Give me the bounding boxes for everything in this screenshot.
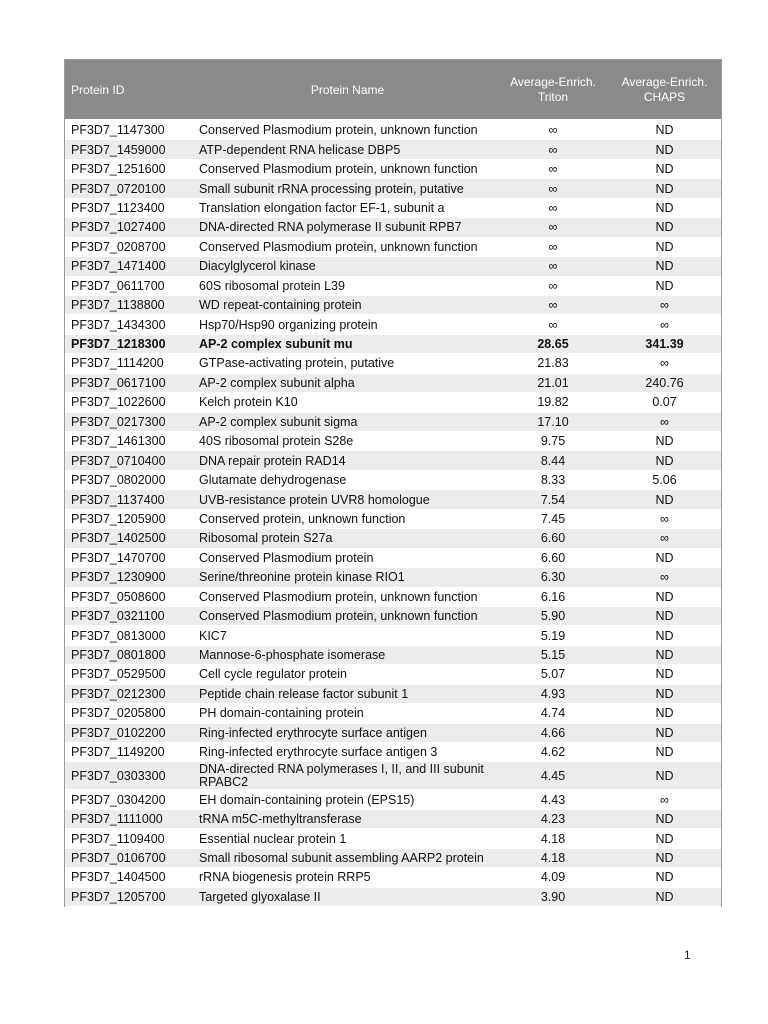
protein-id-cell: PF3D7_1218300 — [71, 337, 166, 352]
protein-name-cell: 40S ribosomal protein S28e — [199, 434, 354, 449]
triton-enrichment-cell: ∞ — [548, 259, 558, 274]
table-row — [65, 685, 721, 704]
protein-id-cell: PF3D7_0303300 — [71, 768, 166, 783]
triton-enrichment-cell: ∞ — [548, 239, 558, 254]
table-row — [65, 568, 721, 587]
triton-enrichment-cell: 4.66 — [540, 725, 566, 740]
triton-enrichment-cell: 4.18 — [540, 850, 566, 865]
protein-name-cell: DNA repair protein RAD14 — [199, 453, 346, 468]
protein-name-cell: GTPase-activating protein, putative — [199, 356, 395, 371]
table-row — [65, 626, 721, 645]
chaps-enrichment-cell: ND — [655, 259, 674, 274]
protein-enrichment-table — [64, 59, 722, 907]
table-row — [65, 810, 721, 829]
triton-enrichment-cell: ∞ — [548, 278, 558, 293]
table-row — [65, 393, 721, 412]
table-row — [65, 490, 721, 509]
chaps-enrichment-cell: ND — [655, 162, 674, 177]
table-header — [65, 60, 721, 119]
protein-name-cell: Translation elongation factor EF-1, subunit a — [199, 200, 445, 215]
chaps-enrichment-cell: ND — [655, 123, 674, 138]
protein-id-cell: PF3D7_0801800 — [71, 648, 166, 663]
table-row — [65, 868, 721, 887]
protein-id-cell: PF3D7_1147300 — [71, 123, 165, 138]
protein-id-cell: PF3D7_0102200 — [71, 725, 166, 740]
table-row — [65, 374, 721, 393]
triton-enrichment-cell: 5.90 — [540, 609, 566, 624]
triton-enrichment-cell: 4.18 — [540, 831, 566, 846]
protein-name-cell: Essential nuclear protein 1 — [199, 831, 347, 846]
protein-id-cell: PF3D7_1404500 — [71, 870, 166, 885]
protein-name-cell: UVB-resistance protein UVR8 homologue — [199, 492, 430, 507]
table-row — [65, 218, 721, 237]
triton-enrichment-cell: ∞ — [548, 123, 558, 138]
chaps-enrichment-cell: ND — [655, 550, 674, 565]
chaps-enrichment-cell: ND — [655, 142, 674, 157]
protein-id-cell: PF3D7_1149200 — [71, 745, 165, 760]
chaps-enrichment-cell: ∞ — [660, 356, 669, 371]
protein-id-cell: PF3D7_1109400 — [71, 831, 165, 846]
protein-name-cell: Conserved Plasmodium protein, unknown function — [199, 162, 478, 177]
chaps-enrichment-cell: ND — [655, 831, 674, 846]
protein-id-cell: PF3D7_1205900 — [71, 511, 166, 526]
protein-id-cell: PF3D7_1111000 — [71, 812, 163, 827]
chaps-enrichment-cell: ND — [655, 200, 674, 215]
triton-enrichment-cell: ∞ — [548, 181, 558, 196]
chaps-enrichment-cell: ND — [655, 589, 674, 604]
protein-name-cell: PH domain-containing protein — [199, 706, 364, 721]
protein-name-cell: Conserved protein, unknown function — [199, 511, 406, 526]
triton-enrichment-cell: ∞ — [548, 200, 558, 215]
table-row — [65, 888, 721, 907]
protein-name-cell: Glutamate dehydrogenase — [199, 473, 347, 488]
triton-enrichment-cell: 4.43 — [540, 792, 566, 807]
chaps-enrichment-cell: ND — [655, 609, 674, 624]
table-row — [65, 762, 721, 790]
header-chaps-line1: Average-Enrich. — [621, 74, 708, 89]
triton-enrichment-cell: 4.45 — [540, 768, 566, 783]
triton-enrichment-cell: ∞ — [548, 142, 558, 157]
protein-name-cell: Conserved Plasmodium protein, unknown function — [199, 123, 478, 138]
chaps-enrichment-cell: ND — [655, 686, 674, 701]
table-row — [65, 277, 721, 296]
triton-enrichment-cell: 8.44 — [540, 453, 566, 468]
protein-id-cell: PF3D7_0529500 — [71, 667, 166, 682]
protein-id-cell: PF3D7_0617100 — [71, 375, 166, 390]
table-row — [65, 451, 721, 470]
table-row — [65, 238, 721, 257]
protein-id-cell: PF3D7_0813000 — [71, 628, 166, 643]
protein-id-cell: PF3D7_1471400 — [71, 259, 166, 274]
protein-id-cell: PF3D7_1461300 — [71, 434, 166, 449]
triton-enrichment-cell: 19.82 — [537, 395, 569, 410]
triton-enrichment-cell: 4.23 — [540, 812, 566, 827]
table-row — [65, 724, 721, 743]
chaps-enrichment-cell: ND — [655, 434, 674, 449]
table-row — [65, 790, 721, 809]
protein-name-cell: Conserved Plasmodium protein — [199, 550, 374, 565]
chaps-enrichment-cell: ND — [655, 850, 674, 865]
chaps-enrichment-cell: ∞ — [660, 414, 669, 429]
protein-id-cell: PF3D7_1114200 — [71, 356, 164, 371]
chaps-enrichment-cell: ND — [655, 492, 674, 507]
protein-name-cell: AP-2 complex subunit sigma — [199, 414, 358, 429]
table-row — [65, 432, 721, 451]
protein-name-cell: KIC7 — [199, 628, 227, 643]
triton-enrichment-cell: 4.09 — [540, 870, 566, 885]
table-row — [65, 588, 721, 607]
chaps-enrichment-cell: ND — [655, 725, 674, 740]
table-row — [65, 354, 721, 373]
chaps-enrichment-cell: ND — [655, 239, 674, 254]
chaps-enrichment-cell: 0.07 — [652, 395, 677, 410]
protein-name-cell: Small ribosomal subunit assembling AARP2 protein — [199, 850, 484, 865]
chaps-enrichment-cell: ND — [655, 667, 674, 682]
header-chaps-line2: CHAPS — [643, 89, 686, 104]
chaps-enrichment-cell: ∞ — [660, 317, 669, 332]
protein-id-cell: PF3D7_0304200 — [71, 792, 166, 807]
protein-name-cell: Kelch protein K10 — [199, 395, 298, 410]
chaps-enrichment-cell: ND — [655, 628, 674, 643]
table-row — [65, 413, 721, 432]
triton-enrichment-cell: 7.45 — [540, 511, 566, 526]
chaps-enrichment-cell: ND — [655, 889, 674, 904]
protein-id-cell: PF3D7_0205800 — [71, 706, 166, 721]
protein-id-cell: PF3D7_0208700 — [71, 239, 166, 254]
page-number: 1 — [684, 948, 691, 962]
header-protein-name: Protein Name — [310, 82, 385, 97]
chaps-enrichment-cell: ∞ — [660, 531, 669, 546]
protein-id-cell: PF3D7_1470700 — [71, 550, 166, 565]
table-body — [65, 119, 721, 907]
triton-enrichment-cell: 6.16 — [540, 589, 566, 604]
protein-id-cell: PF3D7_1402500 — [71, 531, 166, 546]
protein-id-cell: PF3D7_0106700 — [71, 850, 166, 865]
table-row — [65, 257, 721, 276]
table-row — [65, 179, 721, 198]
table-row — [65, 199, 721, 218]
protein-id-cell: PF3D7_1123400 — [71, 200, 165, 215]
protein-name-cell: 60S ribosomal protein L39 — [199, 278, 345, 293]
table-row — [65, 607, 721, 626]
protein-name-cell: ATP-dependent RNA helicase DBP5 — [199, 142, 401, 157]
protein-name-cell: EH domain-containing protein (EPS15) — [199, 792, 415, 807]
table-row — [65, 315, 721, 334]
protein-id-cell: PF3D7_0611700 — [71, 278, 165, 293]
protein-id-cell: PF3D7_0802000 — [71, 473, 166, 488]
chaps-enrichment-cell: 240.76 — [645, 375, 684, 390]
triton-enrichment-cell: 4.93 — [540, 686, 566, 701]
chaps-enrichment-cell: ND — [655, 278, 674, 293]
table-row — [65, 529, 721, 548]
protein-name-cell: Targeted glyoxalase II — [199, 889, 321, 904]
chaps-enrichment-cell: ND — [655, 181, 674, 196]
protein-id-cell: PF3D7_1027400 — [71, 220, 166, 235]
triton-enrichment-cell: 5.15 — [540, 648, 566, 663]
protein-id-cell: PF3D7_0217300 — [71, 414, 166, 429]
protein-id-cell: PF3D7_1022600 — [71, 395, 166, 410]
protein-id-cell: PF3D7_1137400 — [71, 492, 165, 507]
chaps-enrichment-cell: ND — [655, 870, 674, 885]
chaps-enrichment-cell: ∞ — [660, 570, 669, 585]
chaps-enrichment-cell: ND — [655, 745, 674, 760]
protein-name-cell: Hsp70/Hsp90 organizing protein — [199, 317, 378, 332]
protein-name-cell: Conserved Plasmodium protein, unknown function — [199, 239, 478, 254]
chaps-enrichment-cell: ND — [655, 453, 674, 468]
table-row — [65, 665, 721, 684]
chaps-enrichment-cell: ND — [655, 648, 674, 663]
table-row — [65, 849, 721, 868]
protein-id-cell: PF3D7_0720100 — [71, 181, 166, 196]
table-row — [65, 829, 721, 848]
table-row — [65, 335, 721, 354]
header-protein-id: Protein ID — [71, 82, 125, 97]
protein-name-cell: tRNA m5C-methyltransferase — [199, 812, 362, 827]
protein-id-cell: PF3D7_1138800 — [71, 298, 165, 313]
table-row — [65, 140, 721, 159]
protein-name-cell: Diacylglycerol kinase — [199, 259, 316, 274]
protein-id-cell: PF3D7_0710400 — [71, 453, 166, 468]
protein-name-cell: Conserved Plasmodium protein, unknown function — [199, 589, 478, 604]
protein-id-cell: PF3D7_0321100 — [71, 609, 165, 624]
triton-enrichment-cell: ∞ — [548, 317, 558, 332]
triton-enrichment-cell: 28.65 — [537, 337, 569, 352]
triton-enrichment-cell: 21.83 — [537, 356, 569, 371]
table-row — [65, 160, 721, 179]
triton-enrichment-cell: 3.90 — [540, 889, 566, 904]
chaps-enrichment-cell: ND — [655, 220, 674, 235]
header-avg-enrich-chaps — [608, 75, 721, 105]
table-row — [65, 121, 721, 140]
chaps-enrichment-cell: ∞ — [660, 298, 669, 313]
chaps-enrichment-cell: 341.39 — [645, 337, 684, 352]
protein-name-cell: Serine/threonine protein kinase RIO1 — [199, 570, 405, 585]
header-triton-line1: Average-Enrich. — [510, 74, 596, 89]
protein-id-cell: PF3D7_1230900 — [71, 570, 166, 585]
protein-name-cell: AP-2 complex subunit alpha — [199, 375, 355, 390]
triton-enrichment-cell: 6.60 — [540, 531, 566, 546]
table-row — [65, 471, 721, 490]
chaps-enrichment-cell: 5.06 — [652, 473, 677, 488]
table-row — [65, 743, 721, 762]
protein-id-cell: PF3D7_1205700 — [71, 889, 166, 904]
triton-enrichment-cell: 6.60 — [540, 550, 566, 565]
table-row — [65, 296, 721, 315]
triton-enrichment-cell: 4.74 — [540, 706, 566, 721]
triton-enrichment-cell: 17.10 — [537, 414, 569, 429]
protein-name-cell: Cell cycle regulator protein — [199, 667, 347, 682]
triton-enrichment-cell: 7.54 — [540, 492, 566, 507]
triton-enrichment-cell: 9.75 — [540, 434, 566, 449]
protein-name-cell: AP-2 complex subunit mu — [199, 337, 353, 352]
protein-id-cell: PF3D7_1459000 — [71, 142, 166, 157]
chaps-enrichment-cell: ∞ — [660, 511, 669, 526]
protein-name-cell: Ring-infected erythrocyte surface antigen 3 — [199, 745, 438, 760]
triton-enrichment-cell: ∞ — [548, 220, 558, 235]
protein-name-cell: Ring-infected erythrocyte surface antigen — [199, 725, 427, 740]
triton-enrichment-cell: 5.19 — [540, 628, 566, 643]
chaps-enrichment-cell: ND — [655, 768, 674, 783]
protein-id-cell: PF3D7_1434300 — [71, 317, 166, 332]
protein-name-cell: DNA-directed RNA polymerases I, II, and III subunit RPABC2 — [199, 761, 484, 789]
triton-enrichment-cell: ∞ — [548, 298, 558, 313]
table-row — [65, 646, 721, 665]
triton-enrichment-cell: 5.07 — [540, 667, 566, 682]
protein-name-cell: DNA-directed RNA polymerase II subunit RPB7 — [199, 220, 462, 235]
protein-name-cell: rRNA biogenesis protein RRP5 — [199, 870, 371, 885]
triton-enrichment-cell: 21.01 — [537, 375, 569, 390]
protein-id-cell: PF3D7_0508600 — [71, 589, 166, 604]
protein-name-cell: Ribosomal protein S27a — [199, 531, 333, 546]
triton-enrichment-cell: 8.33 — [540, 473, 566, 488]
protein-name-cell: Mannose-6-phosphate isomerase — [199, 648, 386, 663]
triton-enrichment-cell: 4.62 — [540, 745, 566, 760]
header-avg-enrich-triton — [498, 75, 608, 105]
chaps-enrichment-cell: ND — [655, 812, 674, 827]
triton-enrichment-cell: 6.30 — [540, 570, 566, 585]
protein-name-cell: Peptide chain release factor subunit 1 — [199, 686, 409, 701]
header-triton-line2: Triton — [537, 89, 569, 104]
protein-id-cell: PF3D7_0212300 — [71, 686, 166, 701]
chaps-enrichment-cell: ∞ — [660, 792, 669, 807]
protein-name-cell: Small subunit rRNA processing protein, putative — [199, 181, 464, 196]
protein-name-cell: WD repeat-containing protein — [199, 298, 362, 313]
protein-id-cell: PF3D7_1251600 — [71, 162, 166, 177]
chaps-enrichment-cell: ND — [655, 706, 674, 721]
table-row — [65, 704, 721, 723]
table-row — [65, 510, 721, 529]
table-row — [65, 549, 721, 568]
protein-name-cell: Conserved Plasmodium protein, unknown function — [199, 609, 478, 624]
triton-enrichment-cell: ∞ — [548, 162, 558, 177]
